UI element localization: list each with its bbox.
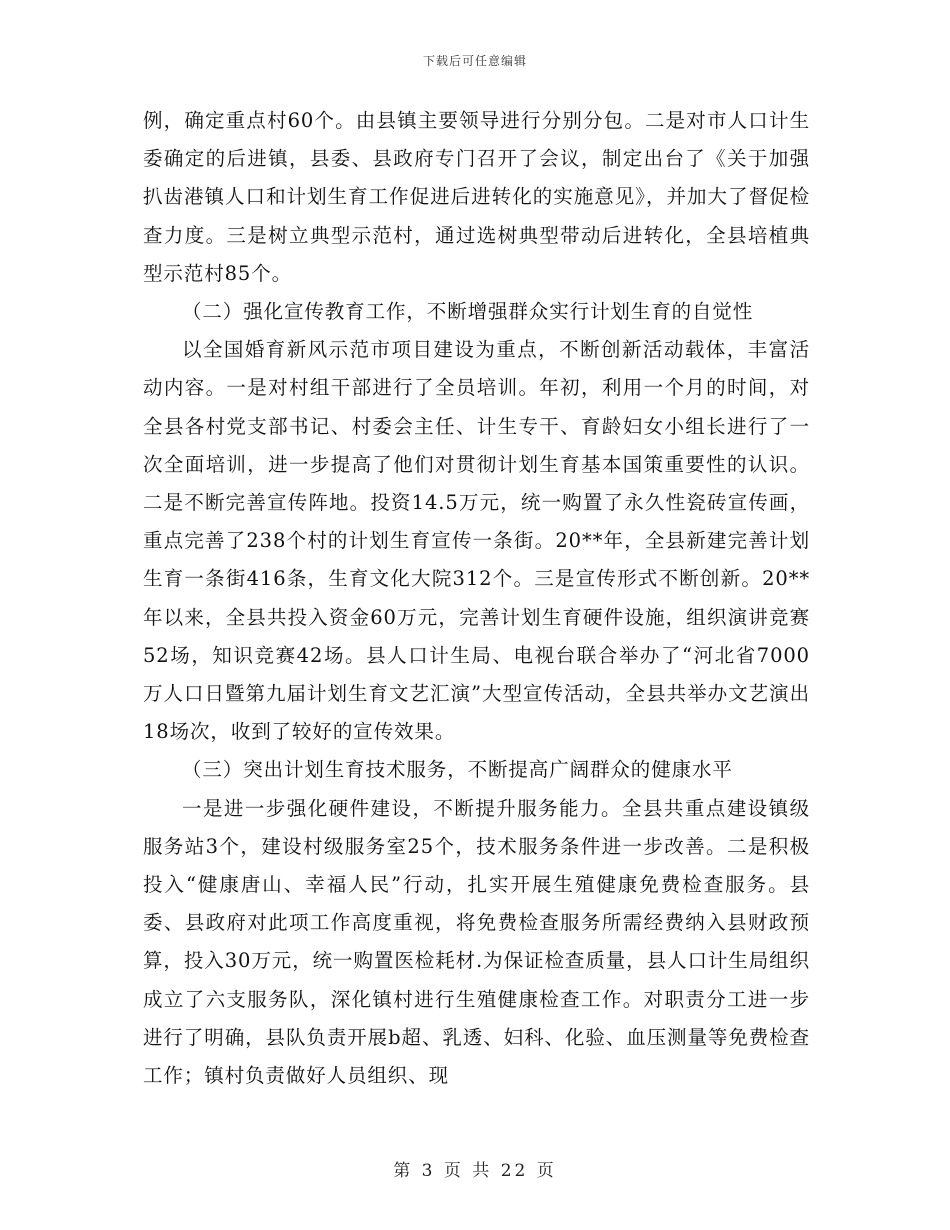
document-body bbox=[143, 102, 810, 1095]
page-header: 下载后可任意编辑 bbox=[422, 54, 527, 68]
page-number-footer: 第 3 页 共 22 页 bbox=[393, 1161, 557, 1181]
section-heading-2: （二）强化宣传教育工作，不断增强群众实行计划生育的自觉性 bbox=[182, 300, 754, 324]
section-heading-3: （三）突出计划生育技术服务，不断提高广阔群众的健康水平 bbox=[182, 758, 733, 782]
paragraph-continuation: 例，确定重点村60个。由县镇主要领导进行分别分包。二是对市人口计生委确定的后进镇，县委、县政府专门召开了会议，制定出台了《关于加强扒齿港镇人口和计划生育工作促进后进转化的实施意见》，并加大了督促检查力度。三是树立典型示范村，通过选树典型带动后进转化，全县培植典型示范村85个。 bbox=[143, 109, 810, 285]
paragraph-technical-service: 一是进一步强化硬件建设，不断提升服务能力。全县共重点建设镇级服务站3个，建设村级服务室25个，技术服务条件进一步改善。二是积极投入“健康唐山、幸福人民”行动，扎实开展生殖健康免费检查服务。县委、县政府对此项工作高度重视，将免费检查服务所需经费纳入县财政预算，投入30万元，统一购置医检耗材.为保证检查质量，县人口计生局组织成立了六支服务队，深化镇村进行生殖健康检查工作。对职责分工进一步进行了明确，县队负责开展b超、乳透、妇科、化验、血压测量等免费检查工作；镇村负责做好人员组织、现 bbox=[143, 796, 810, 1088]
paragraph-publicity: 以全国婚育新风示范市项目建设为重点，不断创新活动载体，丰富活动内容。一是对村组干部进行了全员培训。年初，利用一个月的时间，对全县各村党支部书记、村委会主任、计生专干、育龄妇女小组长进行了一次全面培训，进一步提高了他们对贯彻计划生育基本国策重要性的认识。二是不断完善宣传阵地。投资14.5万元，统一购置了永久性瓷砖宣传画，重点完善了238个村的计划生育宣传一条街。20**年，全县新建完善计划生育一条街416条，生育文化大院312个。三是宣传形式不断创新。20**年以来，全县共投入资金60万元，完善计划生育硬件设施，组织演讲竞赛52场，知识竞赛42场。县人口计生局、电视台联合举办了“河北省7000万人口日暨第九届计划生育文艺汇演”大型宣传活动，全县共举办文艺演出18场次，收到了较好的宣传效果。 bbox=[143, 338, 810, 744]
